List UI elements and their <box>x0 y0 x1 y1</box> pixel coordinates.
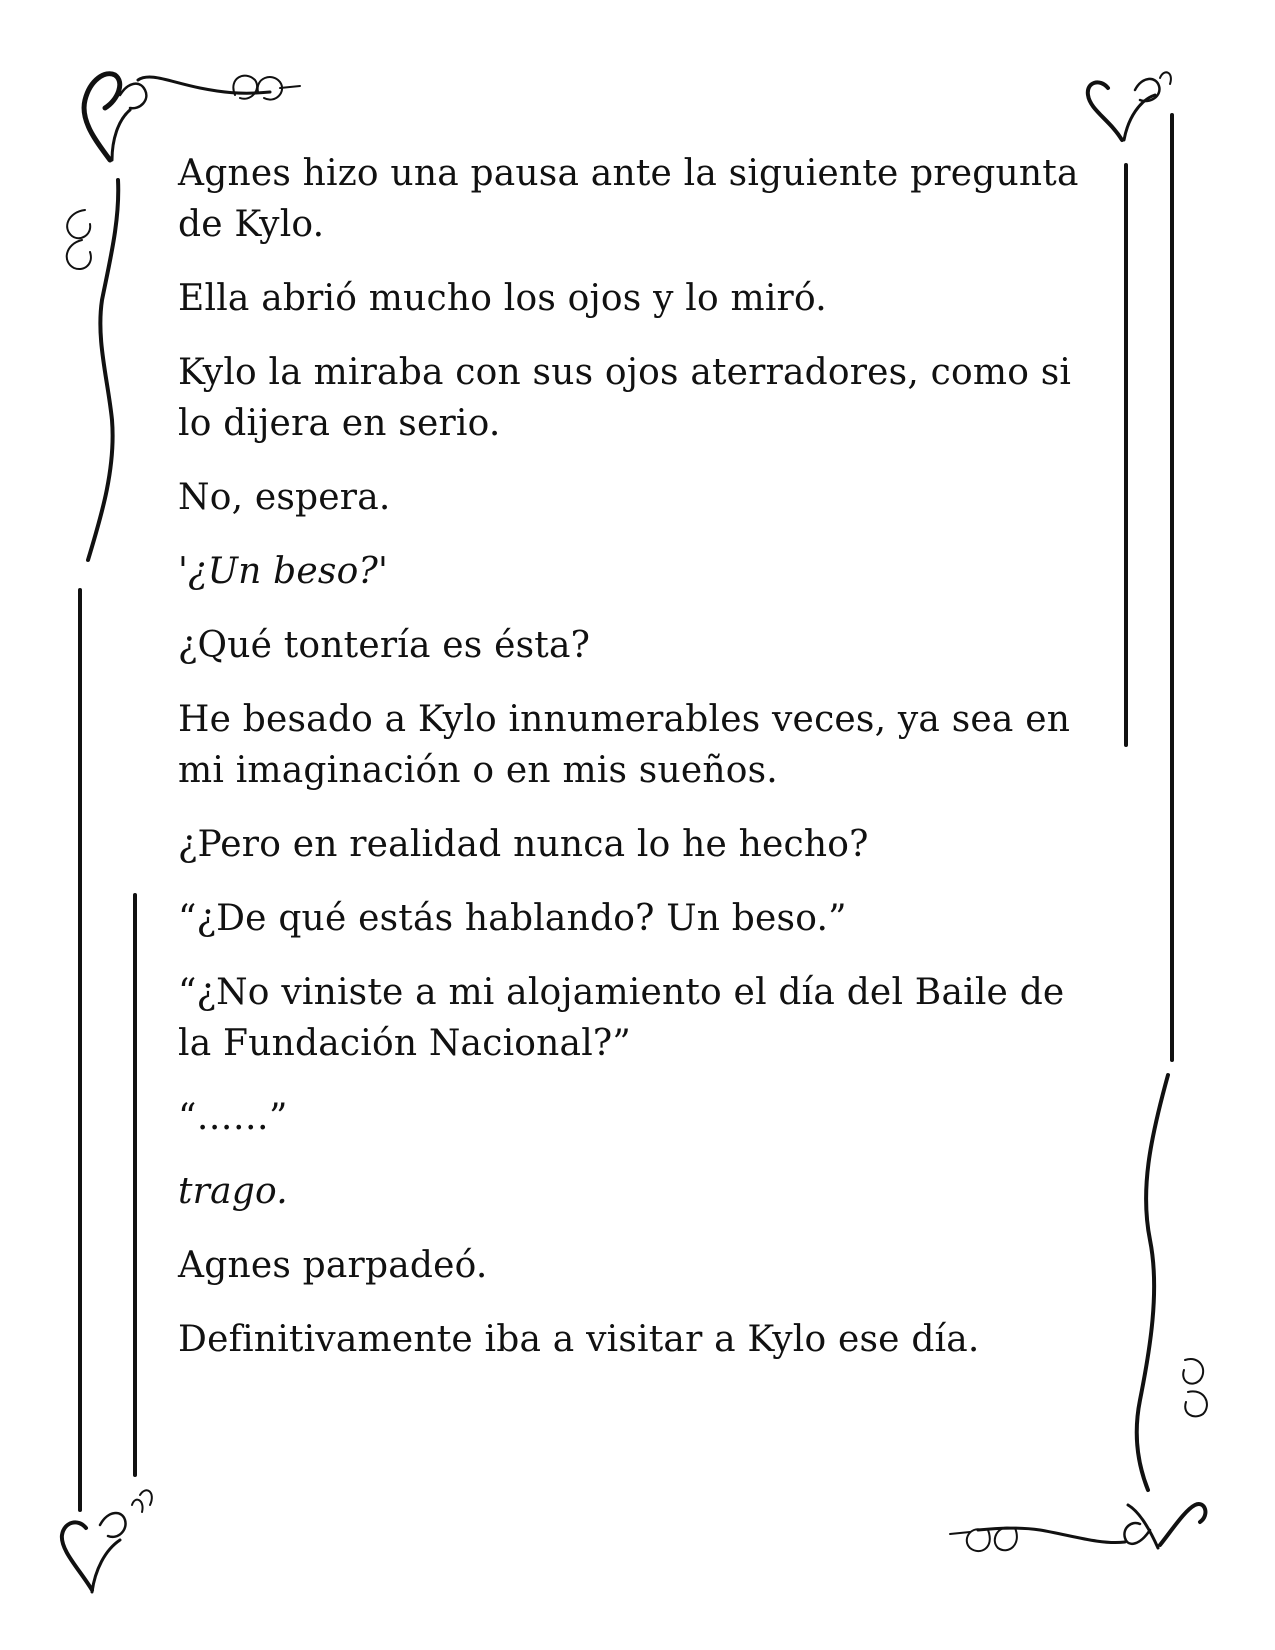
paragraph: Agnes parpadeó. <box>178 1245 488 1286</box>
paragraph: Agnes hizo una pausa ante la siguiente pregunta de Kylo. <box>178 153 1079 245</box>
paragraph: ¿Qué tontería es ésta? <box>178 625 591 666</box>
paragraph: ¿Pero en realidad nunca lo he hecho? <box>178 824 869 865</box>
paragraph: Ella abrió mucho los ojos y lo miró. <box>178 278 827 319</box>
paragraph: “¿De qué estás hablando? Un beso.” <box>178 898 847 939</box>
paragraph: '¿Un beso?' <box>178 551 389 592</box>
document-body <box>178 148 1098 1365</box>
paragraph: trago. <box>178 1171 288 1212</box>
bottom-left-flourish-icon <box>62 1490 152 1592</box>
paragraph: He besado a Kylo innumerables veces, ya sea en mi imaginación o en mis sueños. <box>178 699 1071 791</box>
paragraph: Kylo la miraba con sus ojos aterradores, como si lo dijera en serio. <box>178 352 1072 444</box>
top-right-flourish-icon <box>1088 72 1172 1060</box>
paragraph: Definitivamente iba a visitar a Kylo ese día. <box>178 1319 980 1360</box>
paragraph: “……” <box>178 1097 288 1138</box>
paragraph: “¿No viniste a mi alojamiento el día del Baile de la Fundación Nacional?” <box>178 972 1065 1064</box>
paragraph: No, espera. <box>178 477 391 518</box>
